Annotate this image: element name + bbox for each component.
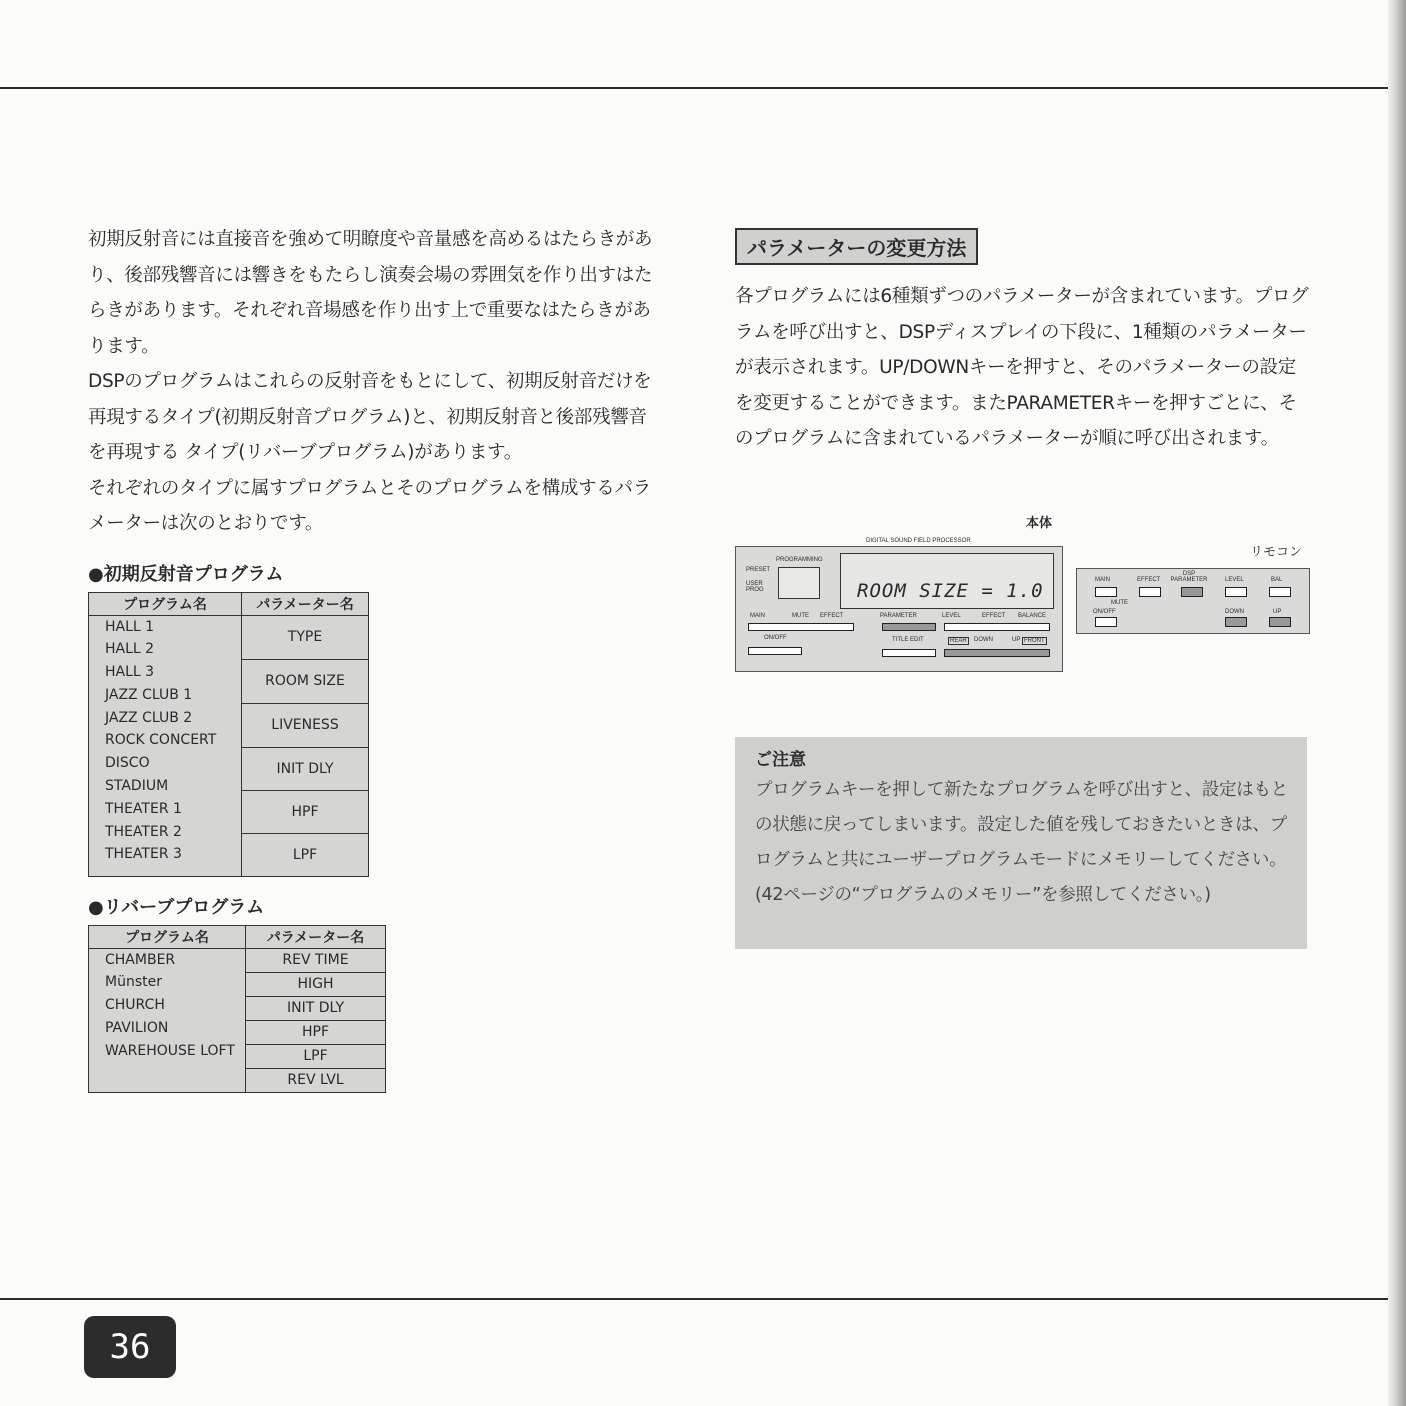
dsp-display-text: ROOM SIZE = 1.0 — [857, 580, 1044, 602]
preset-label: PRESET — [746, 567, 771, 573]
title-edit-label: TITLE EDIT — [892, 637, 924, 643]
program-name: HALL 3 — [105, 664, 155, 681]
param-section-body: 各プログラムには6種類ずつのパラメーターが含まれています。プログラムを呼び出すと、DSPディスプレイの下段に、1種類のパラメーターが表示されます。UP/DOWNキーを押すと、そのパラメーターの設定を変更することができます。またPARAMETERキーを押すごとに、そのプログラムに含まれているパラメーターが順に呼び出されます。 — [735, 286, 1309, 449]
top-rule — [0, 87, 1400, 89]
remote-mute-label: MUTE — [1111, 600, 1128, 606]
param-cell: LPF — [242, 833, 369, 876]
param-cell: ROOM SIZE — [242, 659, 369, 703]
program-name: WAREHOUSE LOFT — [105, 1042, 235, 1059]
param-cell: LPF — [246, 1044, 386, 1068]
balance-label: BALANCE — [1018, 613, 1047, 619]
effect2-label: EFFECT — [982, 613, 1006, 619]
dsp-display — [840, 553, 1054, 609]
down-up-key[interactable] — [944, 649, 1050, 657]
program-name-cell — [89, 615, 242, 876]
effect-label: EFFECT — [820, 613, 844, 619]
note-title: ご注意 — [755, 750, 806, 770]
param-cell: INIT DLY — [242, 747, 369, 790]
param-cell: TYPE — [242, 615, 369, 659]
remote-on-off-label: ON/OFF — [1093, 609, 1116, 615]
title-edit-key[interactable] — [882, 649, 936, 657]
remote-main-button[interactable] — [1095, 587, 1117, 597]
main-label: MAIN — [750, 613, 765, 619]
remote-on-off-button[interactable] — [1095, 617, 1117, 627]
on-off-label: ON/OFF — [764, 635, 787, 641]
remote-down-button[interactable] — [1225, 617, 1247, 627]
remote-up-button[interactable] — [1269, 617, 1291, 627]
program-name: THEATER 2 — [105, 823, 182, 840]
remote-dsp-parameter-button[interactable] — [1181, 587, 1203, 597]
remote-up-label: UP — [1273, 609, 1282, 615]
intro-paragraph-3: それぞれのタイプに属すプログラムとそのプログラムを構成するパラメーターは次のとおりです。 — [88, 477, 651, 534]
remote-bal-label: BAL — [1271, 577, 1283, 583]
up-label: UP — [1012, 637, 1021, 643]
reverb-table — [88, 925, 386, 1093]
main-effect-key[interactable] — [748, 623, 854, 631]
col-param-header: パラメーター名 — [246, 925, 386, 948]
param-cell: LIVENESS — [242, 703, 369, 747]
level-label: LEVEL — [942, 613, 961, 619]
main-unit-panel — [735, 538, 1063, 672]
left-column — [88, 222, 664, 1093]
program-name: THEATER 1 — [105, 800, 182, 817]
intro-paragraph-1: 初期反射音には直接音を強めて明瞭度や音量感を高めるはたらきがあり、後部残響音には響きをもたらし演奏会場の雰囲気を作り出すはたらきがあります。それぞれ音場感を作り出す上で重要なはたらきがあります。 — [88, 229, 653, 357]
program-name: CHAMBER — [105, 951, 176, 968]
remote-effect-button[interactable] — [1139, 587, 1161, 597]
remote-level-label: LEVEL — [1225, 577, 1244, 583]
col-param-header: パラメーター名 — [242, 592, 369, 615]
main-unit-header: DIGITAL SOUND FIELD PROCESSOR — [866, 538, 971, 544]
program-name: DISCO — [105, 755, 150, 772]
mute-label: MUTE — [792, 613, 809, 619]
note-box — [735, 737, 1307, 949]
on-off-key[interactable] — [748, 647, 802, 655]
early-reflection-table — [88, 592, 369, 877]
col-program-header: プログラム名 — [89, 592, 242, 615]
main-unit-caption: 本体 — [1026, 516, 1053, 531]
remote-panel — [1076, 568, 1310, 634]
param-cell: REV TIME — [246, 948, 386, 972]
program-name: JAZZ CLUB 2 — [105, 709, 193, 726]
remote-level-button[interactable] — [1225, 587, 1247, 597]
remote-down-label: DOWN — [1225, 609, 1244, 615]
param-cell: HIGH — [246, 972, 386, 996]
programming-label: PROGRAMMING — [776, 557, 823, 563]
parameter-label: PARAMETER — [880, 613, 917, 619]
program-name: PAVILION — [105, 1019, 169, 1036]
program-name: Münster — [105, 974, 162, 991]
remote-main-label: MAIN — [1095, 577, 1110, 583]
remote-caption: リモコン — [1250, 545, 1303, 560]
program-name: HALL 2 — [105, 641, 155, 658]
program-name: JAZZ CLUB 1 — [105, 686, 193, 703]
remote-bal-button[interactable] — [1269, 587, 1291, 597]
remote-dsp-parameter-label: DSP PARAMETER — [1170, 571, 1208, 583]
right-column — [735, 228, 1313, 457]
page-number: 36 — [84, 1316, 176, 1378]
param-cell: HPF — [242, 790, 369, 833]
param-cell: INIT DLY — [246, 996, 386, 1020]
intro-paragraph-2: DSPのプログラムはこれらの反射音をもとにして、初期反射音だけを再現するタイプ(初期反射音プログラム)と、初期反射音と後部残響音を再現する タイプ(リバーブプログラム)があります。 — [88, 371, 652, 463]
program-name: ROCK CONCERT — [105, 732, 217, 749]
bottom-rule — [0, 1298, 1400, 1300]
remote-effect-label: EFFECT — [1137, 577, 1161, 583]
program-name: THEATER 3 — [105, 846, 182, 863]
col-program-header: プログラム名 — [89, 925, 246, 948]
param-section-title: パラメーターの変更方法 — [735, 228, 978, 265]
rear-label: REAR — [950, 638, 967, 644]
program-name: HALL 1 — [105, 618, 155, 635]
program-window — [778, 567, 820, 599]
program-name: CHURCH — [105, 997, 165, 1014]
parameter-key[interactable] — [882, 623, 936, 631]
page-edge — [1388, 0, 1406, 1406]
param-cell: HPF — [246, 1020, 386, 1044]
early-reflection-title: ●初期反射音プログラム — [88, 563, 284, 585]
user-prog-label: USER PROG — [746, 581, 764, 593]
program-name-cell — [89, 948, 246, 1092]
note-body: プログラムキーを押して新たなプログラムを呼び出すと、設定はもとの状態に戻ってしまいます。設定した値を残しておきたいときは、プログラムと共にユーザープログラムモードにメモリーしてください。(42ページの“プログラムのメモリー”を参照してください。) — [755, 780, 1288, 905]
program-name: STADIUM — [105, 778, 169, 795]
param-cell: REV LVL — [246, 1068, 386, 1092]
down-label: DOWN — [974, 637, 993, 643]
level-balance-key[interactable] — [944, 623, 1050, 631]
reverb-title: ●リバーブプログラム — [88, 896, 265, 918]
front-label: FRONT — [1024, 638, 1045, 644]
